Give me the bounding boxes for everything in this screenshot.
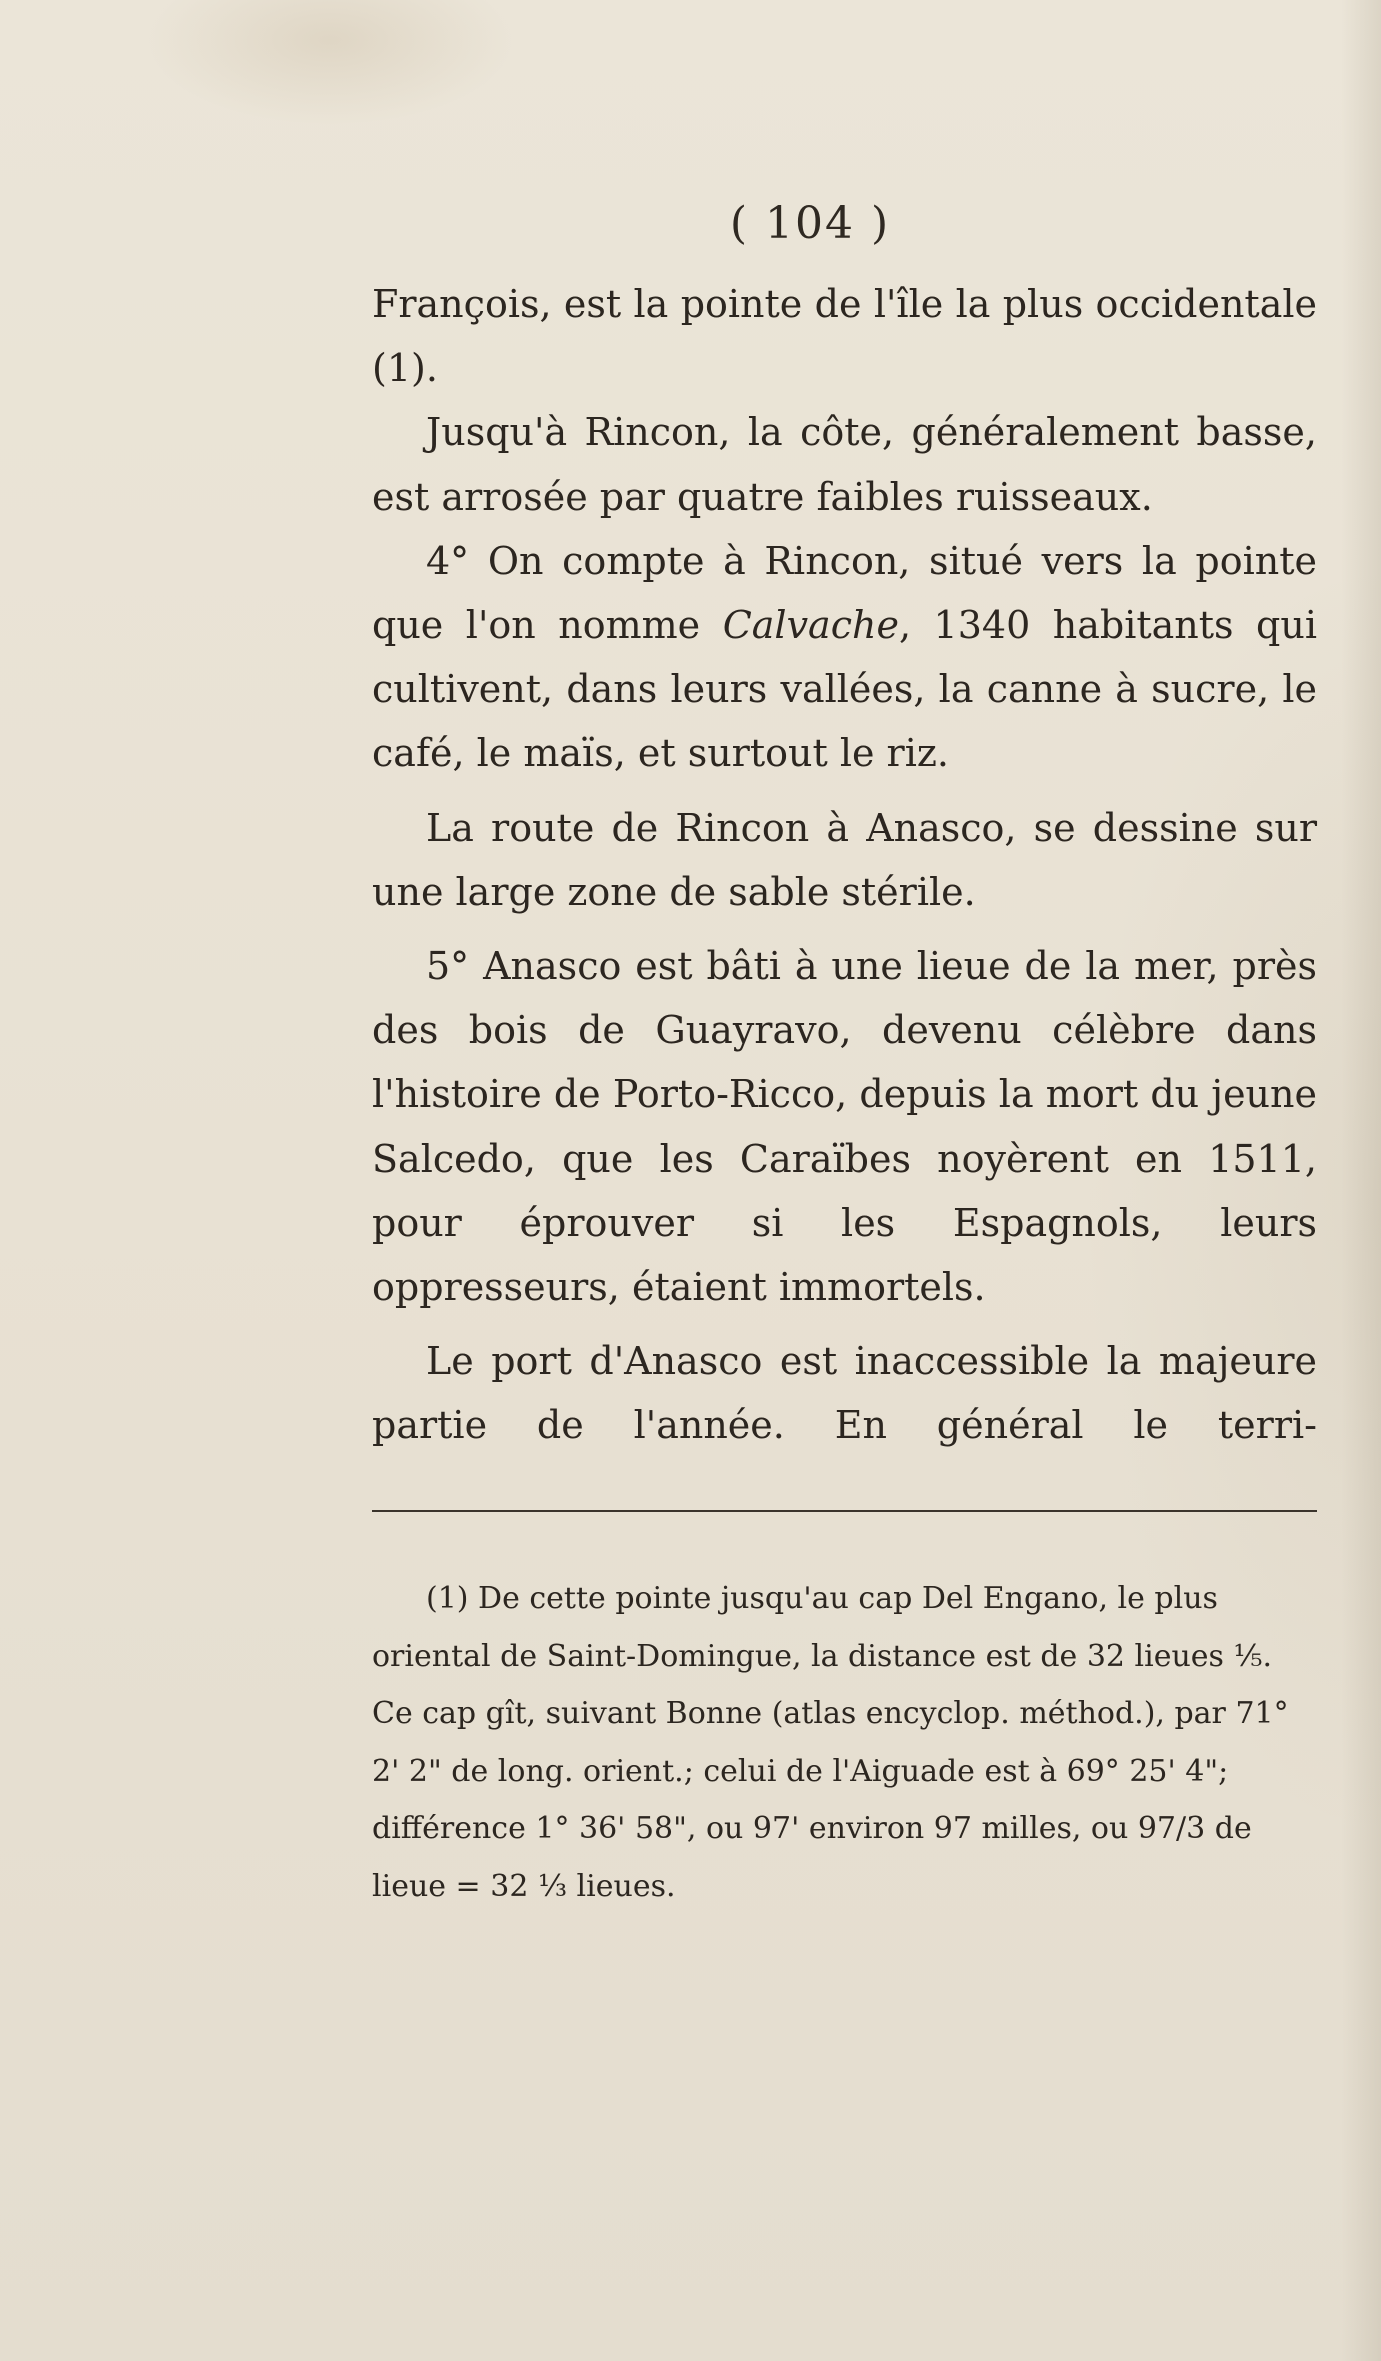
- paragraph-3: [372, 529, 1317, 786]
- page-number: ( 104 ): [729, 198, 891, 249]
- paragraph-1: François, est la pointe de l'île la plus occidentale (1).: [372, 282, 1317, 391]
- paragraph-5: 5° Anasco est bâti à une lieue de la mer, près des bois de Guayravo, devenu célèbre dans l'histoire de Porto-Ricco, depuis la mort du jeune Salcedo, que les Caraïbes noyèrent en 1511, pour éprouver si les Espagnols, leurs oppresseurs, étaient immortels.: [372, 944, 1317, 1310]
- paragraph-4: La route de Rincon à Anasco, se dessine sur une large zone de sable stérile.: [372, 805, 1317, 914]
- paragraph-3-start: 4° On compte à Rincon, situé vers la pointe que l'on nomme: [372, 538, 1317, 648]
- paragraph-6: Le port d'Anasco est inaccessible la majeure partie de l'année. En général le terri-: [372, 1339, 1317, 1448]
- paragraph-2: Jusqu'à Rincon, la côte, généralement basse, est arrosée par quatre faibles ruisseaux.: [372, 410, 1317, 519]
- footnote-text: (1) De cette pointe jusqu'au cap Del Engano, le plus oriental de Saint-Domingue, la distance est de 32 lieues ⅕. Ce cap gît, suivant Bonne (atlas encyclop. méthod.), par 71° 2' 2" de long. orient.; celui de l'Aiguade est à 69° 25' 4"; différence 1° 36' 58", ou 97' environ 97 milles, ou 97/3 de lieue = 32 ⅓ lieues.: [372, 1581, 1289, 1904]
- footnote-divider: [372, 1510, 1317, 1512]
- main-text: [372, 272, 1317, 1458]
- footnote: [372, 1570, 1317, 1915]
- paragraph-3-end: , 1340 habitants qui cultivent, dans leurs vallées, la canne à sucre, le café, le maïs, et surtout le riz.: [372, 603, 1317, 776]
- place-name-calvache: Calvache: [722, 603, 899, 648]
- page-edge-shadow: [1341, 0, 1381, 2361]
